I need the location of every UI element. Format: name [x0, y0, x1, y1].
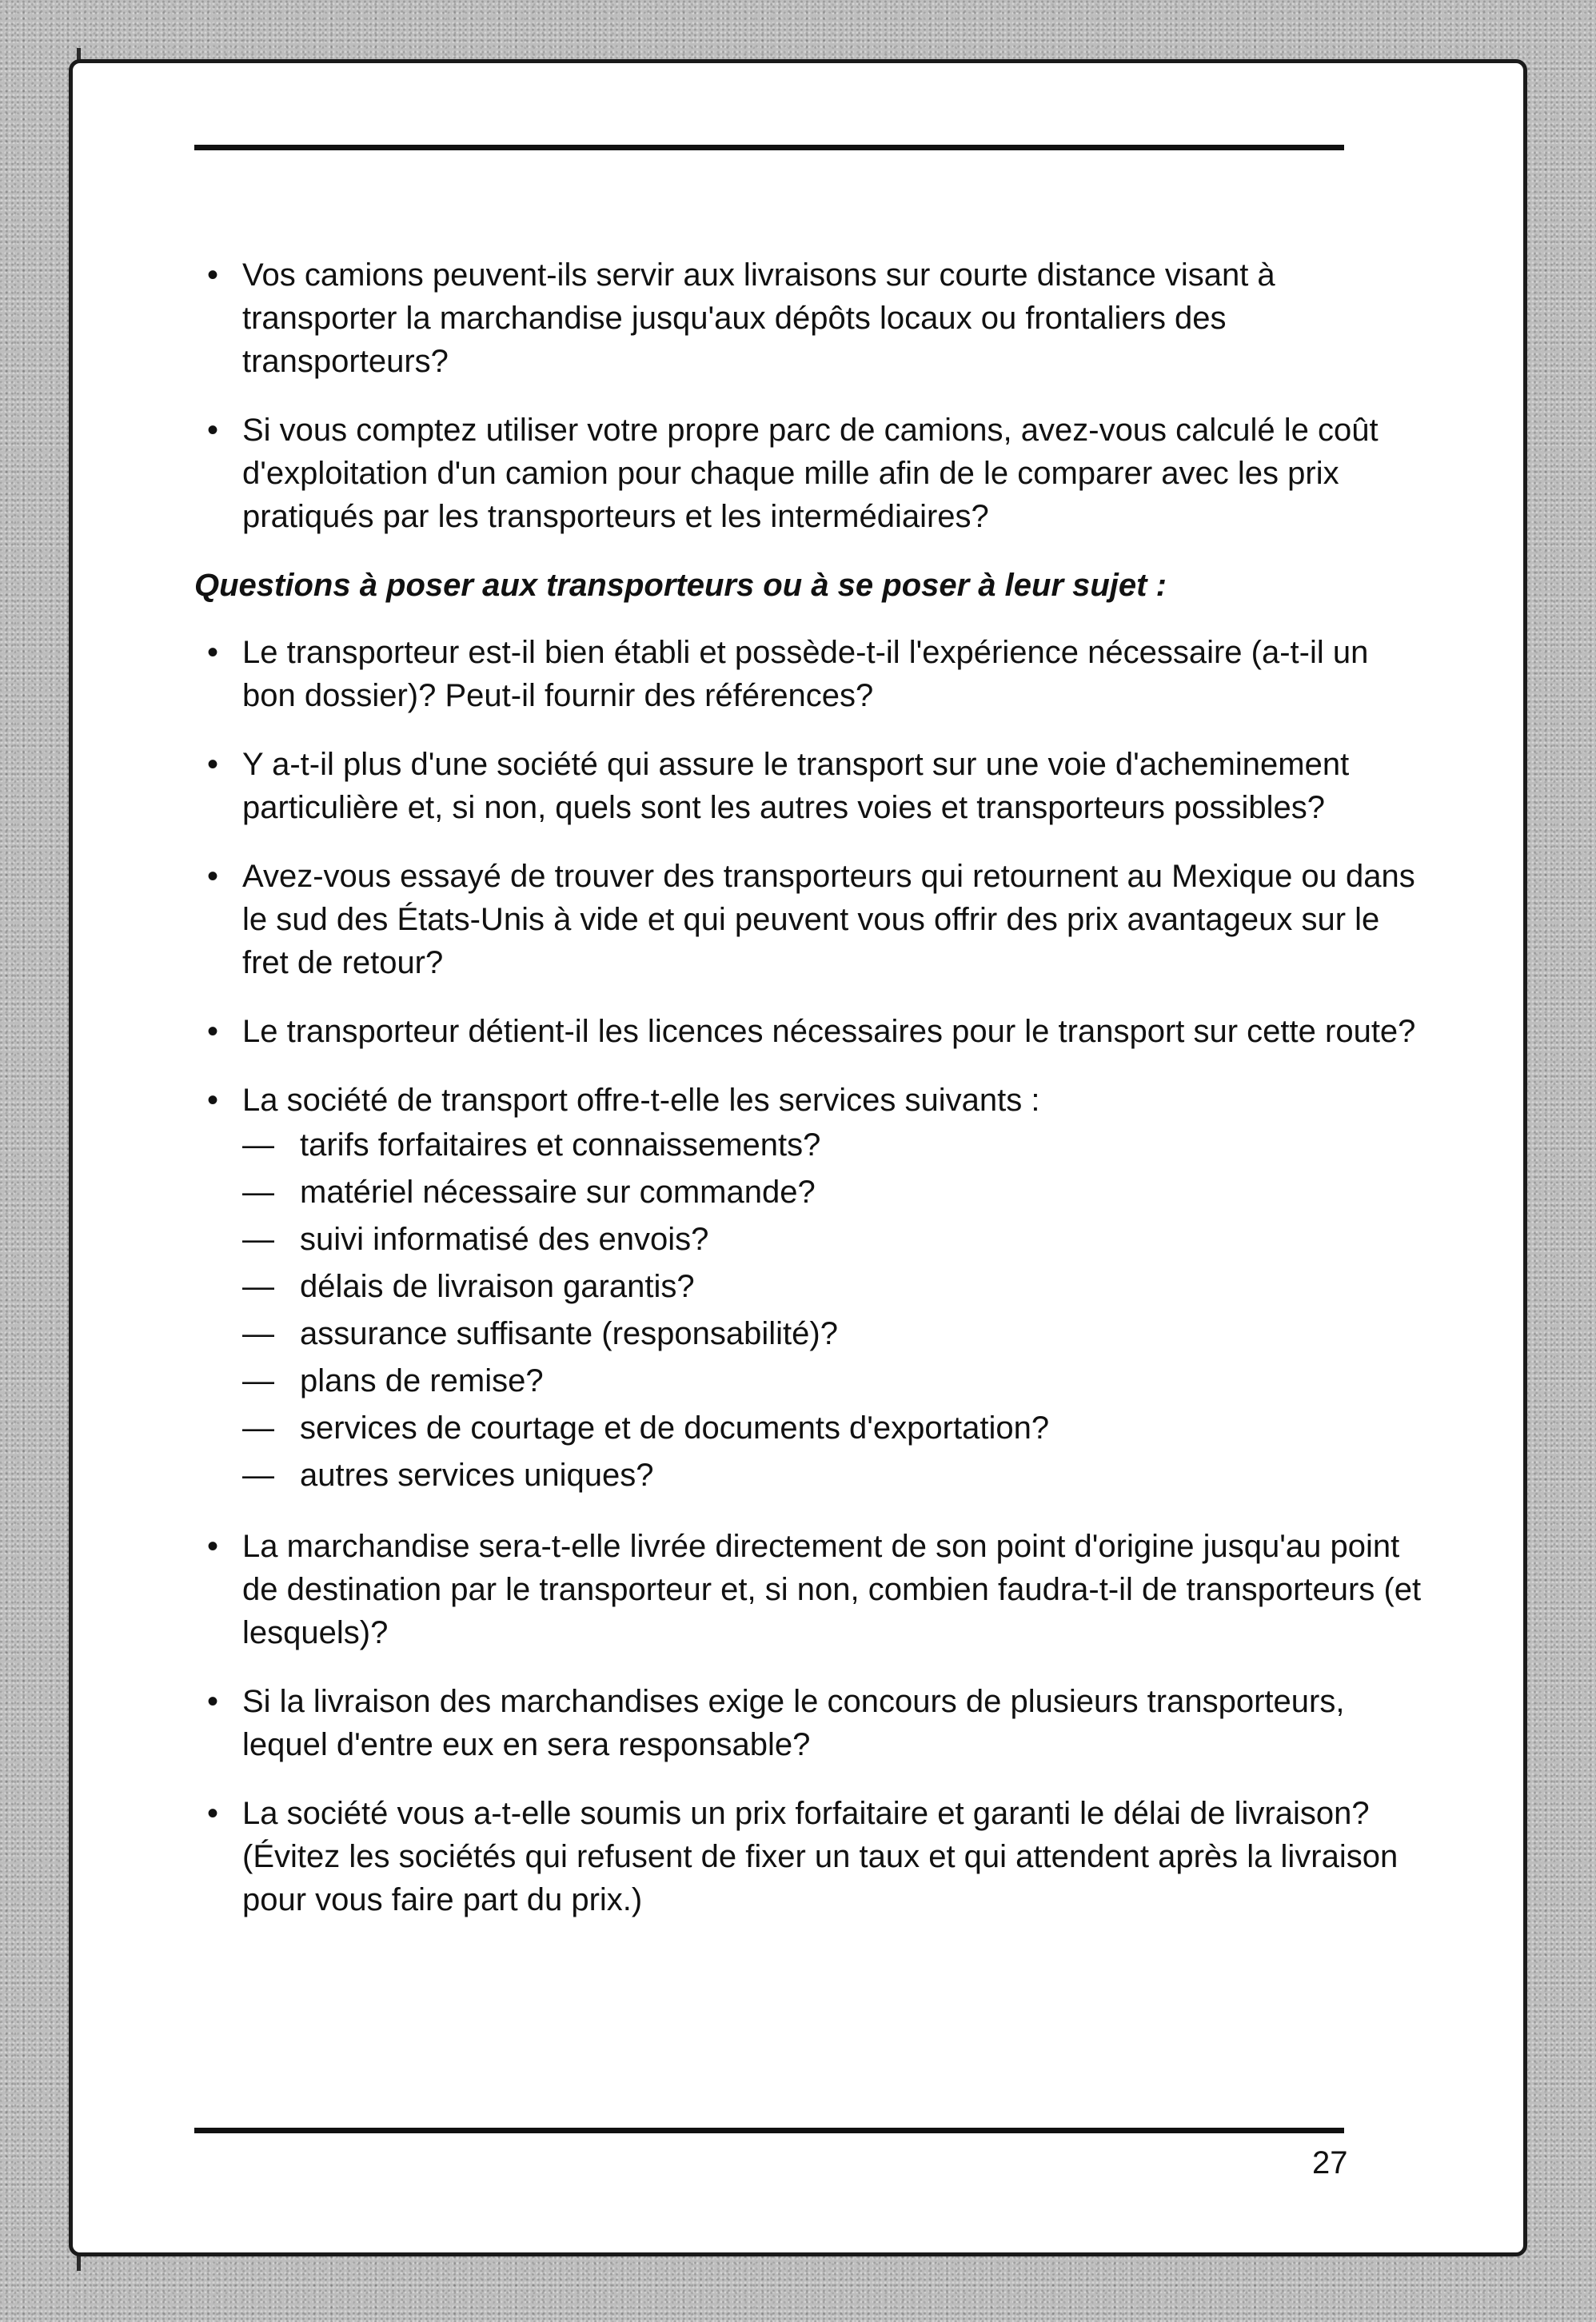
bullet-text: Vos camions peuvent-ils servir aux livraisons sur courte distance visant à transporter la marchandise jusqu'aux dépôts locaux ou frontaliers des transporteurs?: [242, 257, 1275, 379]
dash-mark: —: [242, 1269, 274, 1304]
bullet-item: [194, 743, 1426, 829]
bullet-item: [194, 1792, 1426, 1921]
bullet-item: [194, 409, 1426, 538]
bullet-text: La marchandise sera-t-elle livrée directement de son point d'origine jusqu'au point de destination par le transporteur et, si non, combien faudra-t-il de transporteurs (et lesquels)?: [242, 1529, 1422, 1650]
service-item: [242, 1122, 1426, 1169]
bullet-item: [194, 253, 1426, 383]
services-bullet: [194, 1079, 1426, 1499]
service-text: autres services uniques?: [300, 1458, 654, 1493]
services-intro: La société de transport offre-t-elle les services suivants :: [242, 1083, 1040, 1118]
service-text: délais de livraison garantis?: [300, 1269, 695, 1304]
bullet-text: Si la livraison des marchandises exige le concours de plusieurs transporteurs, lequel d'entre eux en sera responsable?: [242, 1684, 1345, 1762]
page-number: 27: [1312, 2145, 1348, 2180]
bullet-dot: •: [207, 257, 219, 293]
bullet-text: Le transporteur détient-il les licences nécessaires pour le transport sur cette route?: [242, 1014, 1416, 1049]
top-rule: [194, 145, 1344, 150]
services-list: [194, 1122, 1426, 1499]
service-text: plans de remise?: [300, 1363, 544, 1398]
bullet-dot: •: [207, 859, 219, 894]
service-text: tarifs forfaitaires et connaissements?: [300, 1127, 821, 1163]
bullet-dot: •: [207, 1529, 219, 1564]
page-content: [194, 253, 1426, 1947]
dash-mark: —: [242, 1175, 274, 1210]
section-heading: Questions à poser aux transporteurs ou à se poser à leur sujet :: [194, 568, 1167, 603]
service-item: [242, 1311, 1426, 1358]
bullet-item: [194, 855, 1426, 984]
bullet-dot: •: [207, 413, 219, 448]
bullet-dot: •: [207, 1014, 219, 1049]
service-item: [242, 1263, 1426, 1311]
bullet-dot: •: [207, 747, 219, 782]
bullet-text: La société vous a-t-elle soumis un prix forfaitaire et garanti le délai de livraison? (Évitez les sociétés qui refusent de fixer un taux et qui attendent après la livraison pour vous faire part du prix.): [242, 1796, 1398, 1917]
service-text: assurance suffisante (responsabilité)?: [300, 1316, 838, 1351]
bullet-item: [194, 631, 1426, 717]
service-item: [242, 1405, 1426, 1452]
dash-mark: —: [242, 1410, 274, 1446]
bullet-item: [194, 1010, 1426, 1053]
service-text: suivi informatisé des envois?: [300, 1222, 709, 1257]
service-item: [242, 1452, 1426, 1499]
bullet-text: Si vous comptez utiliser votre propre parc de camions, avez-vous calculé le coût d'exploitation d'un camion pour chaque mille afin de le comparer avec les prix pratiqués par les transporteurs et les intermédiaires?: [242, 413, 1379, 534]
service-text: matériel nécessaire sur commande?: [300, 1175, 816, 1210]
bullet-dot: •: [207, 1796, 219, 1831]
dash-mark: —: [242, 1458, 274, 1493]
dash-mark: —: [242, 1363, 274, 1398]
bullet-text: Avez-vous essayé de trouver des transporteurs qui retournent au Mexique ou dans le sud des États-Unis à vide et qui peuvent vous offrir des prix avantageux sur le fret de retour?: [242, 859, 1415, 980]
dash-mark: —: [242, 1127, 274, 1163]
service-item: [242, 1216, 1426, 1263]
document-page: [69, 59, 1527, 2256]
bullet-item: [194, 1525, 1426, 1654]
bullet-item: [194, 1680, 1426, 1766]
bullet-dot: •: [207, 1083, 219, 1118]
service-item: [242, 1358, 1426, 1405]
service-item: [242, 1169, 1426, 1216]
bullet-text: Y a-t-il plus d'une société qui assure le transport sur une voie d'acheminement particulière et, si non, quels sont les autres voies et transporteurs possibles?: [242, 747, 1350, 825]
bullet-dot: •: [207, 1684, 219, 1719]
service-text: services de courtage et de documents d'exportation?: [300, 1410, 1050, 1446]
bullet-text: Le transporteur est-il bien établi et possède-t-il l'expérience nécessaire (a-t-il un bon dossier)? Peut-il fournir des références?: [242, 635, 1369, 713]
dash-mark: —: [242, 1316, 274, 1351]
bullet-dot: •: [207, 635, 219, 670]
dash-mark: —: [242, 1222, 274, 1257]
bottom-rule: [194, 2128, 1344, 2133]
